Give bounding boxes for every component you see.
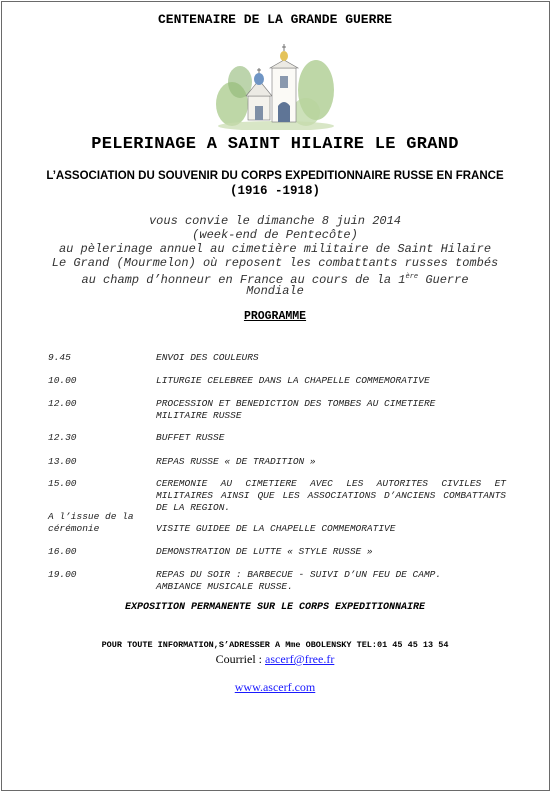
schedule-activity: DEMONSTRATION DE LUTTE « STYLE RUSSE » — [156, 546, 373, 557]
invitation-date: vous convie le dimanche 8 juin 2014 — [148, 214, 402, 228]
exhibition-notice: EXPOSITION PERMANENTE SUR LE CORPS EXPEDITIONNAIRE — [124, 602, 426, 613]
email-line — [0, 652, 550, 667]
invitation-line-6: Mondiale — [246, 284, 304, 298]
pilgrimage-title: PELERINAGE A SAINT HILAIRE LE GRAND — [91, 135, 459, 154]
schedule-activity: PROCESSION ET BENEDICTION DES TOMBES AU CIMETIERE MILITAIRE RUSSE — [156, 398, 436, 421]
war-years: (1916 -1918) — [229, 184, 320, 198]
invitation-line-5: au champ d’honneur en France au cours de la 1ère Guerre — [81, 273, 469, 287]
invitation-line-4: Le Grand (Mourmelon) où reposent les combattants russes tombés — [51, 256, 499, 270]
schedule-activity: REPAS RUSSE « DE TRADITION » — [156, 456, 316, 467]
schedule-time: 12.00 — [48, 398, 77, 409]
association-name: L’ASSOCIATION DU SOUVENIR DU CORPS EXPEDITIONNAIRE RUSSE EN FRANCE — [46, 170, 504, 182]
schedule-time: 12.30 — [48, 432, 77, 443]
schedule-time: 19.00 — [48, 569, 77, 580]
invitation-weekend: (week-end de Pentecôte) — [192, 228, 358, 242]
schedule-activity: BUFFET RUSSE — [156, 432, 225, 443]
schedule-time: 15.00 — [48, 478, 77, 489]
schedule-activity: ENVOI DES COULEURS — [156, 352, 259, 363]
invitation-line-3: au pèlerinage annuel au cimetière militaire de Saint Hilaire — [58, 242, 492, 256]
schedule-activity: REPAS DU SOIR : BARBECUE - SUIVI D’UN FEU DE CAMP. AMBIANCE MUSICALE RUSSE. — [156, 569, 442, 592]
schedule-time: A l’issue de la cérémonie — [48, 511, 134, 534]
schedule-time: 9.45 — [48, 352, 71, 363]
schedule-time: 16.00 — [48, 546, 77, 557]
schedule-activity: LITURGIE CELEBREE DANS LA CHAPELLE COMMEMORATIVE — [156, 375, 430, 386]
schedule-time: 10.00 — [48, 375, 77, 386]
schedule-activity: CEREMONIE AU CIMETIERE AVEC LES AUTORITES CIVILES ET MILITAIRES AINSI QUE LES ASSOCIATIONS D’ANCIENS COMBATTANTS DE LA REGION. — [156, 478, 506, 513]
programme-heading: PROGRAMME — [243, 310, 307, 323]
schedule-activity: VISITE GUIDEE DE LA CHAPELLE COMMEMORATIVE — [156, 523, 396, 534]
chapel-illustration — [216, 38, 334, 130]
email-link[interactable]: ascerf@free.fr — [265, 652, 335, 666]
website-line — [0, 680, 550, 695]
centenary-heading: CENTENAIRE DE LA GRANDE GUERRE — [157, 12, 393, 27]
schedule-time: 13.00 — [48, 456, 77, 467]
contact-info: POUR TOUTE INFORMATION,S’ADRESSER A Mme OBOLENSKY TEL:01 45 45 13 54 — [101, 640, 449, 650]
email-label: Courriel : — [215, 652, 265, 666]
website-link[interactable]: www.ascerf.com — [234, 680, 316, 694]
